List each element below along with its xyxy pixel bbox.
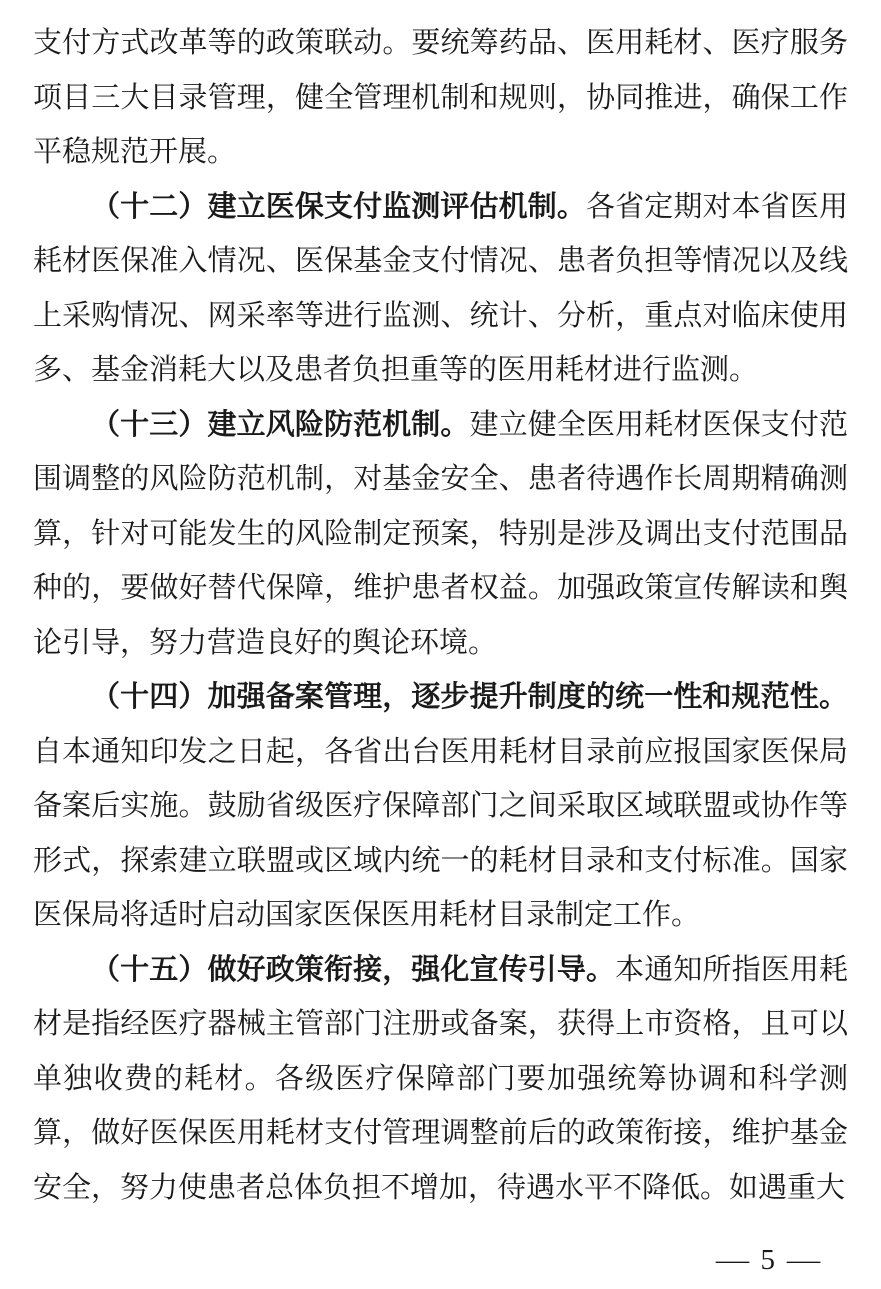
paragraph-heading: （十二）建立医保支付监测评估机制。 [91,190,587,223]
paragraph-continuation [33,16,848,180]
paragraph-heading: （十五）做好政策衔接，强化宣传引导。 [91,953,616,986]
paragraph-item-12 [33,180,848,398]
paragraph-body: 本通知所指医用耗材是指经医疗器械主管部门注册或备案，获得上市资格，且可以单独收费的耗材。各级医疗保障部门要加强统筹协调和科学测算，做好医保医用耗材支付管理调整前后的政策衔接，维护基金安全，努力使患者总体负担不增加，待遇水平不降低。如遇重大 [33,953,848,1204]
paragraph-body: 支付方式改革等的政策联动。要统筹药品、医用耗材、医疗服务项目三大目录管理，健全管理机制和规则，协同推进，确保工作平稳规范开展。 [33,27,848,168]
page-number [715,1243,821,1277]
paragraph-body: 建立健全医用耗材医保支付范围调整的风险防范机制，对基金安全、患者待遇作长周期精确测算，针对可能发生的风险制定预案，特别是涉及调出支付范围品种的，要做好替代保障，维护患者权益。加强政策宣传解读和舆论引导，努力营造良好的舆论环境。 [33,408,848,659]
paragraph-body: 自本通知印发之日起，各省出台医用耗材目录前应报国家医保局备案后实施。鼓励省级医疗保障部门之间采取区域联盟或协作等形式，探索建立联盟或区域内统一的耗材目录和支付标准。国家医保局将适时启动国家医保医用耗材目录制定工作。 [33,735,848,931]
paragraph-body: 各省定期对本省医用耗材医保准入情况、医保基金支付情况、患者负担等情况以及线上采购情况、网采率等进行监测、统计、分析，重点对临床使用多、基金消耗大以及患者负担重等的医用耗材进行监测。 [33,190,848,386]
paragraph-item-15 [33,943,848,1216]
document-page [33,16,848,1215]
page-number-dash-right: — [786,1244,821,1276]
paragraph-item-14 [33,670,848,943]
paragraph-heading: （十四）加强备案管理，逐步提升制度的统一性和规范性。 [91,681,848,713]
page-number-value: 5 [760,1244,775,1276]
paragraph-item-13 [33,398,848,671]
paragraph-heading: （十三）建立风险防范机制。 [91,408,470,441]
page-number-dash-left: — [715,1244,749,1276]
